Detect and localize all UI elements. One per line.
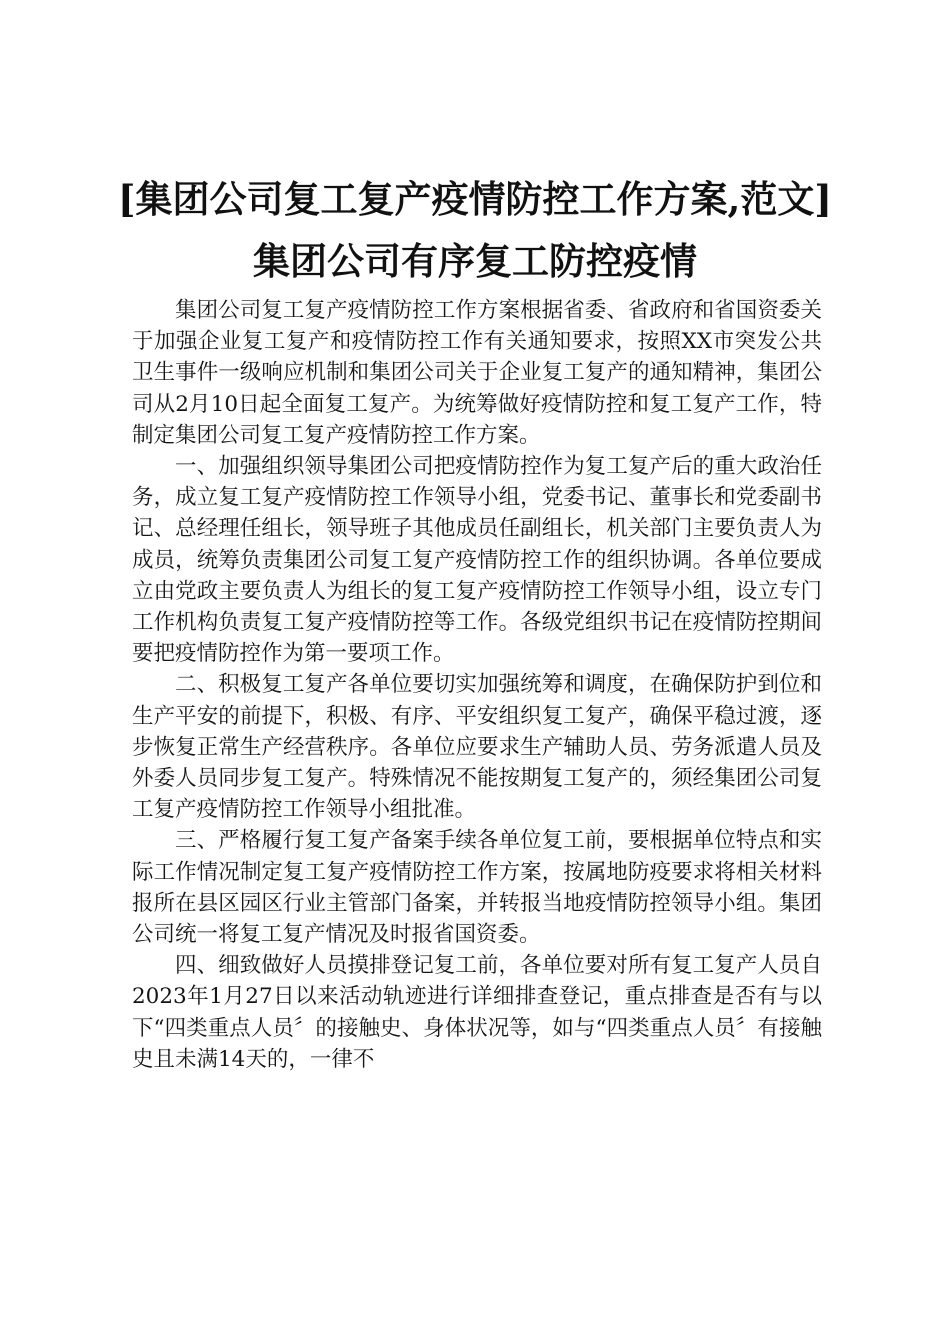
document-title: [集团公司复工复产疫情防控工作方案,范文]集团公司有序复工防控疫情 — [118, 177, 832, 283]
document-body — [132, 295, 822, 1075]
paragraph-section-1: 一、加强组织领导集团公司把疫情防控作为复工复产后的重大政治任务，成立复工复产疫情防控工作领导小组，党委书记、董事长和党委副书记、总经理任组长，领导班子其他成员任副组长，机关部门主要负责人为成员，统筹负责集团公司复工复产疫情防控工作的组织协调。各单位要成立由党政主要负责人为组长的复工复产疫情防控工作领导小组，设立专门工作机构负责复工复产疫情防控等工作。各级党组织书记在疫情防控期间要把疫情防控作为第一要项工作。 — [132, 454, 822, 667]
paragraph-section-4: 四、细致做好人员摸排登记复工前，各单位要对所有复工复产人员自2023年1月27日以来活动轨迹进行详细排查登记，重点排查是否有与以下“四类重点人员〞的接触史、身体状况等，如与“四类重点人员〞有接触史且未满14天的，一律不 — [132, 953, 822, 1072]
paragraph-intro: 集团公司复工复产疫情防控工作方案根据省委、省政府和省国资委关于加强企业复工复产和疫情防控工作有关通知要求，按照XX市突发公共卫生事件一级响应机制和集团公司关于企业复工复产的通知精神，集团公司从2月10日起全面复工复产。为统筹做好疫情防控和复工复产工作，特制定集团公司复工复产疫情防控工作方案。 — [132, 298, 822, 448]
paragraph-section-2: 二、积极复工复产各单位要切实加强统筹和调度，在确保防护到位和生产平安的前提下，积极、有序、平安组织复工复产，确保平稳过渡，逐步恢复正常生产经营秩序。各单位应要求生产辅助人员、劳务派遣人员及外委人员同步复工复产。特殊情况不能按期复工复产的，须经集团公司复工复产疫情防控工作领导小组批准。 — [132, 672, 822, 823]
paragraph-section-3: 三、严格履行复工复产备案手续各单位复工前，要根据单位特点和实际工作情况制定复工复产疫情防控工作方案，按属地防疫要求将相关材料报所在县区园区行业主管部门备案，并转报当地疫情防控领导小组。集团公司统一将复工复产情况及时报省国资委。 — [132, 828, 822, 948]
